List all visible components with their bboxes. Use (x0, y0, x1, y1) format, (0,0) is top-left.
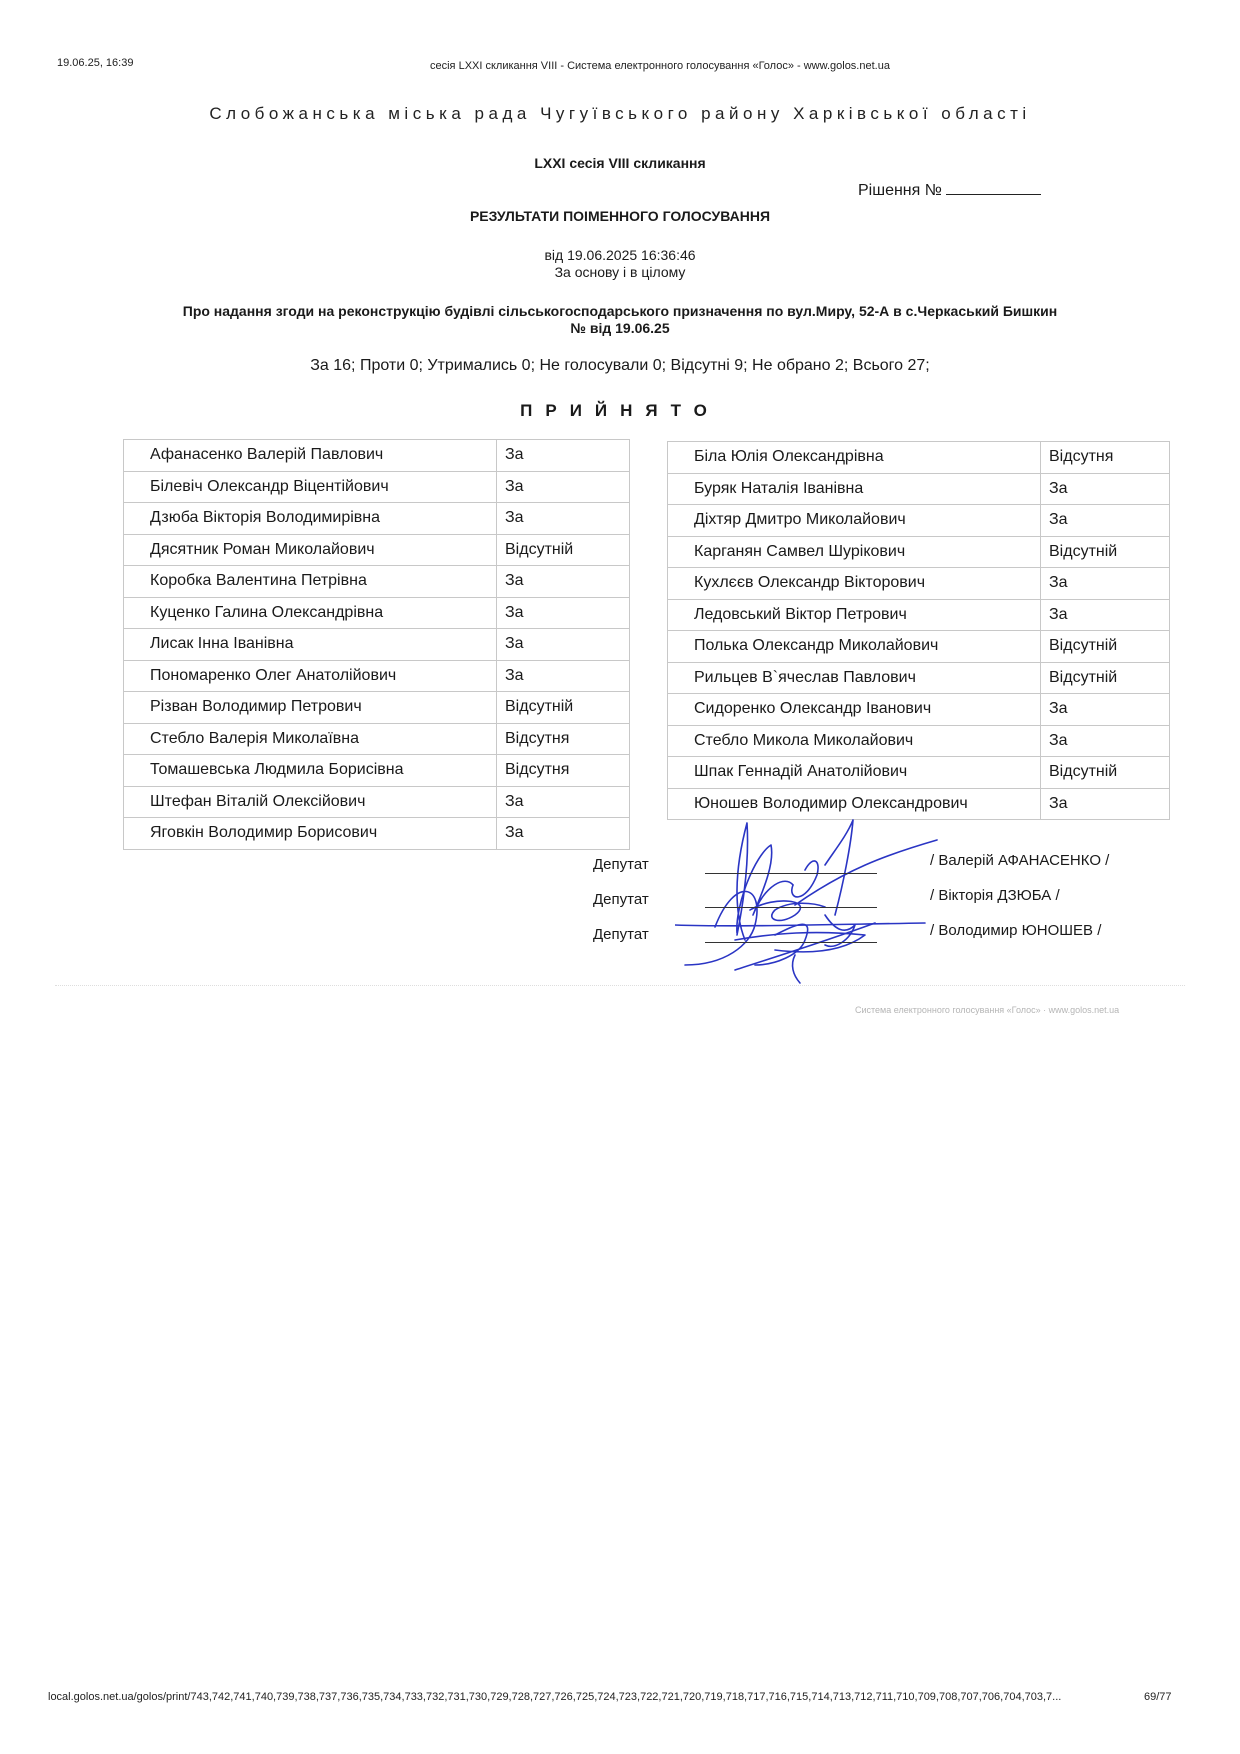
deputy-name: Сидоренко Олександр Іванович (668, 694, 1041, 726)
deputy-name: Пономаренко Олег Анатолійович (124, 660, 497, 692)
deputy-vote: За (497, 471, 630, 503)
subject-line-2: № від 19.06.25 (570, 320, 670, 336)
deputy-vote: Відсутній (1041, 662, 1170, 694)
deputy-vote: Відсутня (497, 723, 630, 755)
session-title: LXXI сесія VIII скликання (534, 155, 706, 171)
vote-row (124, 660, 630, 692)
vote-row (668, 725, 1170, 757)
decision-number (858, 180, 1041, 200)
deputy-name: Дясятник Роман Миколайович (124, 534, 497, 566)
deputy-name: Рильцев В`ячеслав Павлович (668, 662, 1041, 694)
footer-url: local.golos.net.ua/golos/print/743,742,741,740,739,738,737,736,735,734,733,732,731,730,729,728,727,726,725,724,723,722,721,720,719,718,717,716,715,714,713,712,711,710,709,708,707,706,704,703,7... (48, 1691, 1062, 1703)
deputy-vote: За (497, 597, 630, 629)
deputy-vote: За (497, 660, 630, 692)
print-header-title: сесія LXXI скликання VIII - Система електронного голосування «Голос» - www.golos.net.ua (430, 60, 890, 72)
vote-row (668, 631, 1170, 663)
vote-row (668, 662, 1170, 694)
vote-outcome: ПРИЙНЯТО (520, 401, 720, 420)
deputy-vote: Відсутній (1041, 536, 1170, 568)
deputy-vote: За (497, 629, 630, 661)
footer-page-number: 69/77 (1144, 1691, 1172, 1703)
deputy-vote: За (1041, 473, 1170, 505)
deputy-vote: Відсутній (1041, 757, 1170, 789)
vote-row (124, 692, 630, 724)
signature-name-1: / Валерій АФАНАСЕНКО / (930, 852, 1110, 869)
deputy-name: Шпак Геннадій Анатолійович (668, 757, 1041, 789)
vote-row (668, 442, 1170, 474)
deputy-name: Штефан Віталій Олексійович (124, 786, 497, 818)
deputy-vote: За (497, 786, 630, 818)
deputy-name: Різван Володимир Петрович (124, 692, 497, 724)
vote-row (124, 566, 630, 598)
signature-line-3 (705, 942, 877, 943)
print-datetime: 19.06.25, 16:39 (57, 57, 134, 69)
vote-row (668, 473, 1170, 505)
deputy-vote: За (497, 566, 630, 598)
vote-row (124, 786, 630, 818)
vote-row (124, 471, 630, 503)
vote-table-left (123, 439, 630, 850)
vote-row (124, 440, 630, 472)
deputy-name: Полька Олександр Миколайович (668, 631, 1041, 663)
vote-row (668, 568, 1170, 600)
deputy-name: Стебло Валерія Миколаївна (124, 723, 497, 755)
vote-row (124, 818, 630, 850)
decision-label: Рішення № (858, 182, 942, 199)
vote-row (124, 503, 630, 535)
vote-row (668, 694, 1170, 726)
deputy-name: Афанасенко Валерій Павлович (124, 440, 497, 472)
vote-date: від 19.06.2025 16:36:46 (544, 247, 696, 263)
deputy-vote: Відсутня (1041, 442, 1170, 474)
vote-type: За основу і в цілому (554, 264, 686, 280)
deputy-name: Куценко Галина Олександрівна (124, 597, 497, 629)
deputy-vote: За (497, 440, 630, 472)
vote-row (668, 536, 1170, 568)
deputy-vote: За (1041, 694, 1170, 726)
deputy-name: Діхтяр Дмитро Миколайович (668, 505, 1041, 537)
signature-role-1: Депутат (593, 856, 649, 873)
deputy-name: Дзюба Вікторія Володимирівна (124, 503, 497, 535)
deputy-name: Юношев Володимир Олександрович (668, 788, 1041, 820)
deputy-vote: За (497, 818, 630, 850)
vote-subject (0, 303, 1240, 337)
deputy-name: Білевіч Олександр Віцентійович (124, 471, 497, 503)
deputy-name: Коробка Валентина Петрівна (124, 566, 497, 598)
deputy-name: Біла Юлія Олександрівна (668, 442, 1041, 474)
vote-row (124, 534, 630, 566)
signature-name-2: / Вікторія ДЗЮБА / (930, 887, 1060, 904)
signature-role-3: Депутат (593, 926, 649, 943)
vote-row (124, 723, 630, 755)
deputy-vote: Відсутня (497, 755, 630, 787)
vote-row (124, 755, 630, 787)
deputy-vote: За (1041, 788, 1170, 820)
vote-totals: За 16; Проти 0; Утримались 0; Не голосували 0; Відсутні 9; Не обрано 2; Всього 27; (310, 357, 930, 374)
deputy-name: Карганян Самвел Шурікович (668, 536, 1041, 568)
page-divider (55, 985, 1185, 986)
deputy-name: Кухлєєв Олександр Вікторович (668, 568, 1041, 600)
vote-table-right (667, 441, 1170, 820)
deputy-vote: Відсутній (497, 692, 630, 724)
signature-line-2 (705, 907, 877, 908)
council-name: Слобожанська міська рада Чугуївського району Харківської області (209, 104, 1031, 123)
vote-row (124, 629, 630, 661)
signature-role-2: Депутат (593, 891, 649, 908)
results-title: РЕЗУЛЬТАТИ ПОІМЕННОГО ГОЛОСУВАННЯ (469, 208, 771, 224)
vote-row (124, 597, 630, 629)
vote-info (0, 247, 1240, 281)
deputy-name: Стебло Микола Миколайович (668, 725, 1041, 757)
deputy-name: Ледовський Віктор Петрович (668, 599, 1041, 631)
system-note: Система електронного голосування «Голос» · www.golos.net.ua (855, 1005, 1120, 1015)
deputy-name: Томашевська Людмила Борисівна (124, 755, 497, 787)
deputy-vote: Відсутній (497, 534, 630, 566)
signature-name-3: / Володимир ЮНОШЕВ / (930, 922, 1102, 939)
deputy-vote: Відсутній (1041, 631, 1170, 663)
vote-row (668, 599, 1170, 631)
deputy-vote: За (1041, 505, 1170, 537)
deputy-vote: За (1041, 568, 1170, 600)
deputy-vote: За (497, 503, 630, 535)
deputy-name: Яговкін Володимир Борисович (124, 818, 497, 850)
decision-blank-line (946, 180, 1041, 195)
deputy-vote: За (1041, 599, 1170, 631)
handwritten-signature (675, 815, 955, 985)
subject-line-1: Про надання згоди на реконструкцію будівлі сільськогосподарського призначення по вул.Миру, 52-А в с.Черкаський Бишкин (182, 303, 1058, 319)
vote-row (668, 505, 1170, 537)
deputy-name: Буряк Наталія Іванівна (668, 473, 1041, 505)
signature-line-1 (705, 873, 877, 874)
deputy-name: Лисак Інна Іванівна (124, 629, 497, 661)
vote-row (668, 757, 1170, 789)
deputy-vote: За (1041, 725, 1170, 757)
